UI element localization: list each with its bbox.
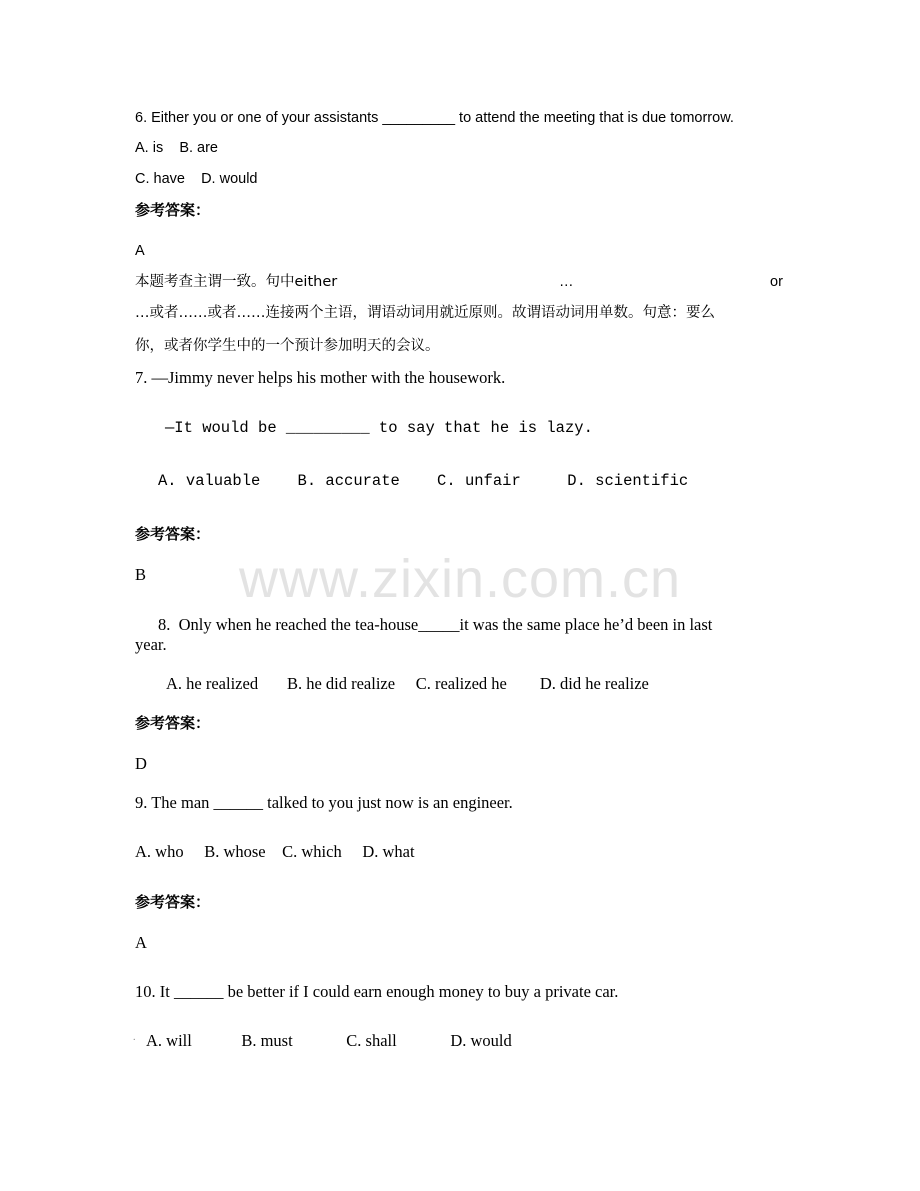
q6-explanation-line1b: …	[559, 274, 574, 290]
q9-answer: A	[135, 933, 147, 952]
q8-answer: D	[135, 754, 147, 773]
q6-options-row1: A. is B. are	[135, 140, 218, 156]
q6-explanation-line3: 你，或者你学生中的一个预计参加明天的会议。	[135, 338, 440, 354]
q6-explanation-line1c: or	[770, 274, 783, 290]
q8-options: A. he realized B. he did realize C. realized he D. did he realize	[166, 674, 649, 693]
q8-stem-line1: 8. Only when he reached the tea-house_____it was the same place he’d been in last	[158, 615, 713, 634]
q7-options: A. valuable B. accurate C. unfair D. scientific	[158, 472, 689, 490]
q6-answer: A	[135, 243, 145, 259]
q6-options-row2: C. have D. would	[135, 171, 258, 187]
q7-reply: —It would be _________ to say that he is lazy.	[165, 419, 593, 437]
q6-stem: 6. Either you or one of your assistants _________ to attend the meeting that is due tomorrow.	[135, 110, 734, 126]
q7-stem: 7. —Jimmy never helps his mother with the housework.	[135, 368, 506, 387]
q6-explanation-line1a: 本题考查主谓一致。句中either	[135, 274, 338, 290]
q6-explanation-line2: …或者……或者……连接两个主语，谓语动词用就近原则。故谓语动词用单数。句意：要么	[135, 305, 715, 321]
q10-stem: 10. It ______ be better if I could earn enough money to buy a private car.	[135, 982, 619, 1001]
watermark: www.zixin.com.cn	[238, 549, 682, 609]
q7-answer: B	[135, 565, 147, 584]
q9-stem: 9. The man ______ talked to you just now is an engineer.	[135, 793, 513, 812]
q9-options: A. who B. whose C. which D. what	[135, 842, 415, 861]
q7-answer-heading: 参考答案：	[135, 525, 211, 543]
q10-options: A. will B. must C. shall D. would	[146, 1031, 512, 1050]
q9-answer-heading: 参考答案：	[135, 893, 211, 911]
q10-options-mark: .	[133, 1032, 136, 1043]
q8-stem-line2: year.	[135, 635, 167, 654]
q6-answer-heading: 参考答案：	[135, 201, 211, 219]
q8-answer-heading: 参考答案：	[135, 714, 211, 732]
